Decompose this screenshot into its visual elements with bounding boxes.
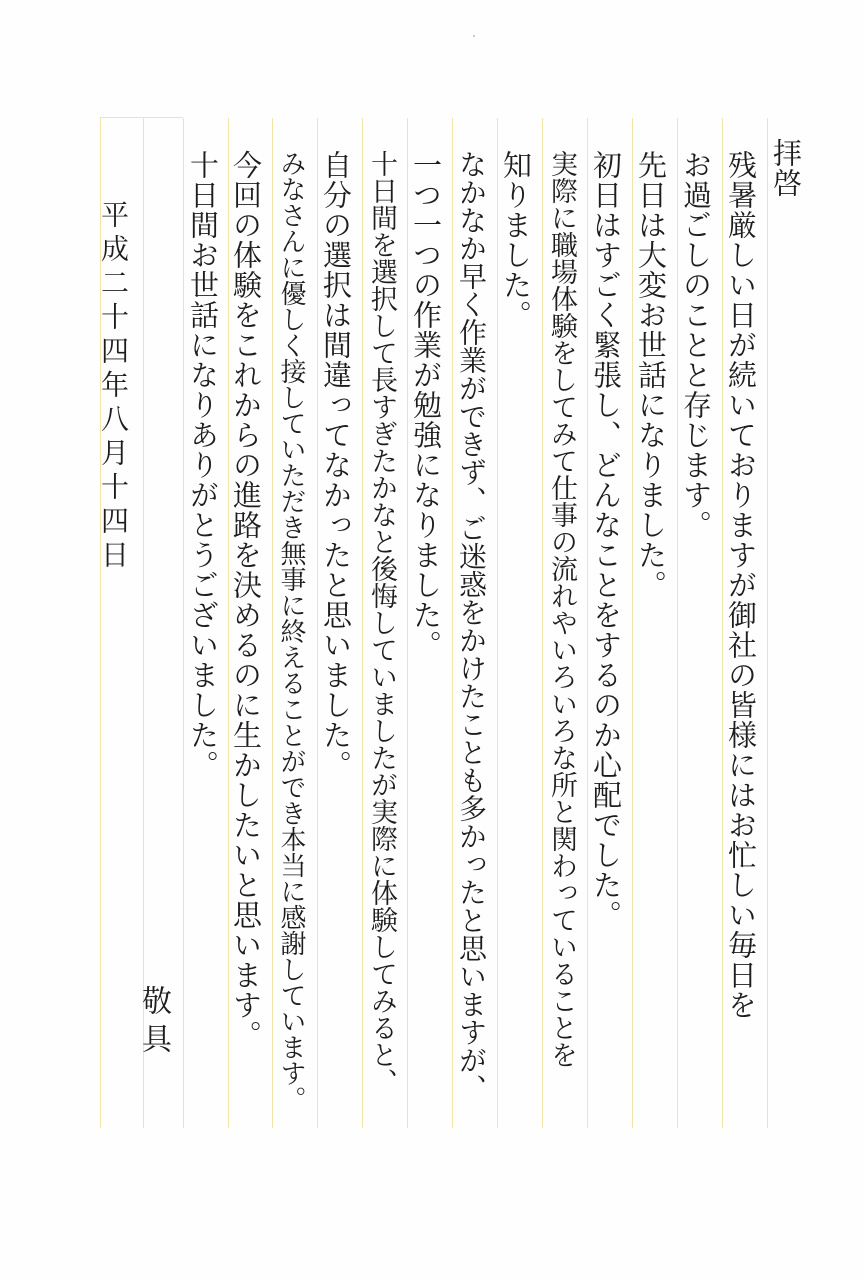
ruled-line — [722, 118, 723, 1128]
ruled-line — [183, 118, 184, 1128]
letter-line: 自分の選択は間違ってなかったと思いました。 — [319, 150, 353, 780]
ruled-line — [362, 118, 363, 1128]
letter-line: なかなか早く作業ができず、ご迷惑をかけたことも多かったと思いますが、 — [455, 150, 488, 1102]
ruled-line — [272, 118, 273, 1128]
ruled-line — [452, 118, 453, 1128]
letter-line: 一つ一つの作業が勉強になりました。 — [409, 150, 443, 660]
paper-speck — [473, 35, 475, 37]
ruled-line — [497, 118, 498, 1128]
ruled-line — [317, 118, 318, 1128]
letter-line: 先日は大変お世話になりました。 — [634, 150, 668, 600]
ruled-line — [542, 118, 543, 1128]
ruled-line — [632, 118, 633, 1128]
letter-line: 知りました。 — [499, 150, 533, 330]
letter-line: 十日間お世話になりありがとうございました。 — [186, 150, 220, 780]
letter-date: 平成二十四年八月十四日 — [97, 200, 130, 574]
top-margin-rule — [100, 117, 183, 118]
ruled-line — [677, 118, 678, 1128]
salutation: 拝啓 — [769, 138, 803, 198]
ruled-line — [767, 118, 768, 1128]
letter-line: 実際に職場体験をしてみて仕事の流れやいろいろな所と関わっていることを — [546, 150, 577, 1068]
letter-line: みなさんに優しく接していただき無事に終えることができ本当に感謝しています。 — [276, 150, 306, 1112]
letter-line: 今回の体験をこれからの進路を決めるのに生かしたいと思います。 — [229, 150, 263, 1050]
ruled-line — [407, 118, 408, 1128]
closing: 敬具 — [136, 985, 171, 1061]
ruled-line — [587, 118, 588, 1128]
letter-line: 十日間を選択して長すぎたかなと後悔していましたが実際に体験してみると、 — [366, 150, 397, 1095]
letter-line: 初日はすごく緊張し、どんなことをするのか心配でした。 — [589, 150, 623, 930]
ruled-line — [143, 118, 144, 1128]
letter-line: お過ごしのことと存じます。 — [679, 150, 713, 540]
letter-line: 残暑厳しい日が続いておりますが御社の皆様にはお忙しい毎日を — [724, 150, 758, 1020]
